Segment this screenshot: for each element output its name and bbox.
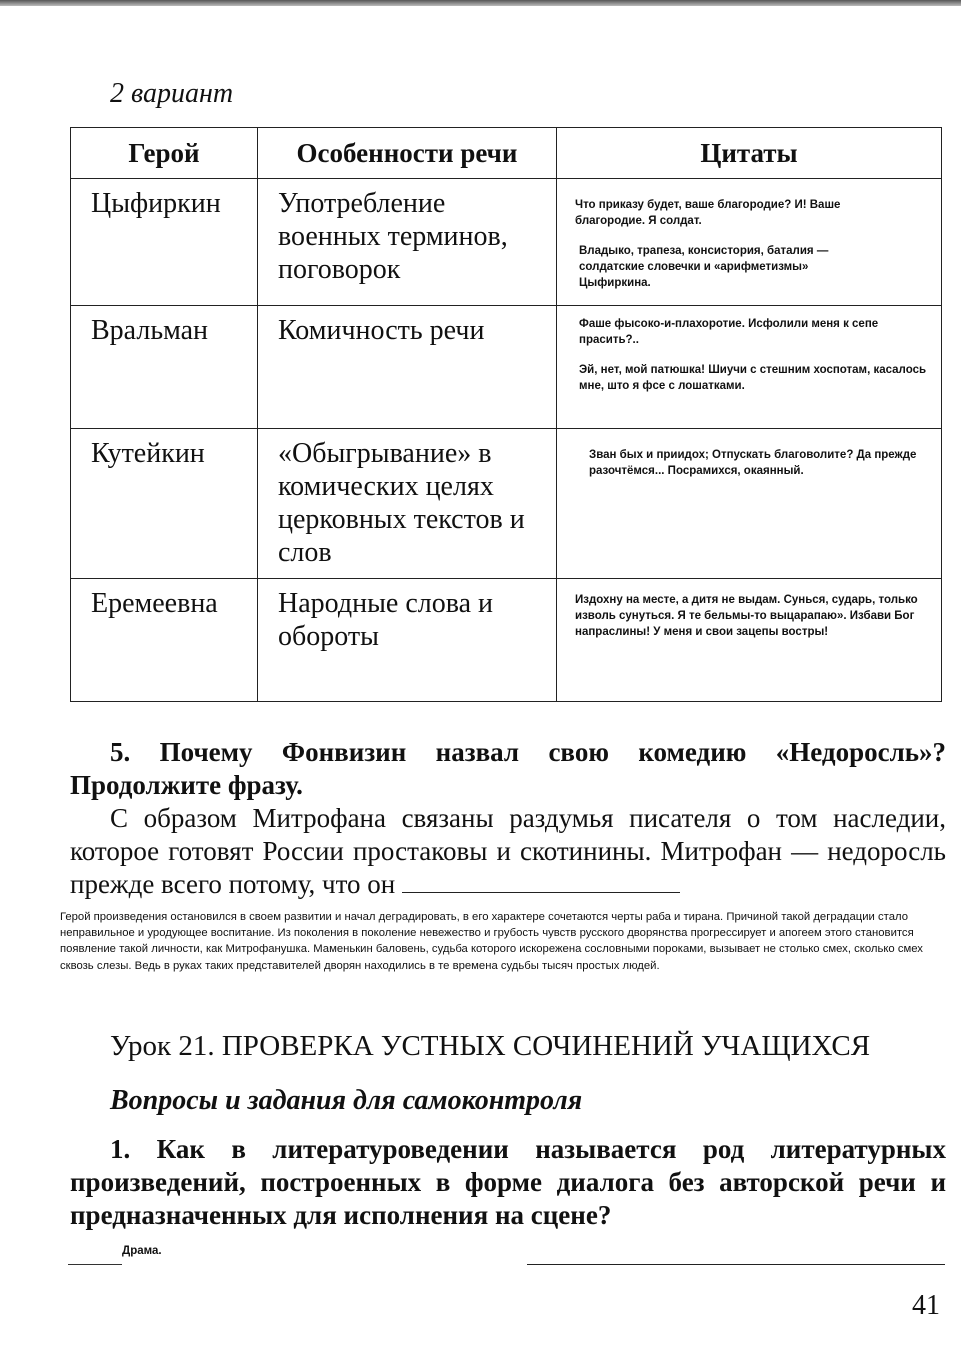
quote: Эй, нет, мой патюшка! Шиучи с стешним хоспотам, касалось мне, што я фсе с лошатками.	[579, 364, 927, 392]
answer-line	[68, 1264, 122, 1265]
header-hero: Герой	[71, 128, 258, 179]
quotes-cell	[557, 306, 942, 429]
scan-edge	[0, 0, 961, 6]
section-subtitle: Вопросы и задания для самоконтроля	[110, 1085, 583, 1116]
table-header-row	[71, 128, 942, 179]
feature-cell: Употребление военных терминов, поговорок	[258, 179, 557, 306]
quote: Издохну на месте, а дитя не выдам. Сунься, сударь, только изволь сунуться. Я те бельмы-то выцарапаю». Избави Бог напраслины! У меня и свои зацепы востры!	[575, 594, 918, 638]
table-row	[71, 306, 942, 429]
question-1: 1. Как в литературоведении называется род литературных произведений, построенных в форме диалога без авторской речи и предназначенных для исполнения на сцене?	[70, 1134, 946, 1230]
quotes-cell	[557, 579, 942, 702]
quotes-cell	[557, 429, 942, 579]
header-feature: Особенности речи	[258, 128, 557, 179]
page-number: 41	[912, 1290, 940, 1321]
hero-cell: Цыфиркин	[71, 179, 258, 306]
answer-line	[527, 1264, 945, 1265]
lesson-title: Урок 21. ПРОВЕРКА УСТНЫХ СОЧИНЕНИЙ УЧАЩИХСЯ	[110, 1030, 871, 1062]
quotes-cell	[557, 179, 942, 306]
variant-heading: 2 вариант	[110, 78, 234, 109]
answer-5-printed: С образом Митрофана связаны раздумья писателя о том наследии, которое готовят России простаковы и скотинины. Митрофан — недоросль прежде всего потому, что он	[70, 803, 946, 899]
hero-cell: Вральман	[71, 306, 258, 429]
header-quotes: Цитаты	[557, 128, 942, 179]
quote: Владыко, трапеза, консистория, баталия — солдатские словечки и «арифметизмы» Цыфиркина.	[579, 245, 829, 289]
feature-cell: «Обыгрывание» в комических целях церковных текстов и слов	[258, 429, 557, 579]
hero-cell: Еремеевна	[71, 579, 258, 702]
question-5: 5. Почему Фонвизин назвал свою комедию «Недоросль»? Продолжите фразу.	[70, 737, 946, 800]
quote: Зван бых и приидох; Отпускать благоволите? Да прежде разочтёмся... Посрамихся, окаянный.	[589, 449, 917, 477]
quote: Фаше фысоко-и-плахоротие. Исфолили меня к сепе прасить?..	[579, 318, 879, 346]
hero-cell: Кутейкин	[71, 429, 258, 579]
speech-table	[70, 127, 942, 702]
feature-cell: Народные слова и обороты	[258, 579, 557, 702]
answer-5-filled: Герой произведения остановился в своем развитии и начал деградировать, в его характере сочетаются черты раба и тирана. Причиной такой деградации стало неправильное и уродующее воспитание. Из поколения в поколение невежество и грубость чувств русского дворянства прогрессирует и апогеем этого становится появление такой личности, как Митрофанушка. Маменькин баловень, судьба которого искорежена сословными пороками, вызывает не столько смех, сколько смех сквозь слезы. Ведь в руках таких представителей дворян находились в те времена судьбы тысяч простых людей.	[60, 911, 923, 972]
table-row	[71, 429, 942, 579]
table-row	[71, 179, 942, 306]
feature-cell: Комичность речи	[258, 306, 557, 429]
answer-1: Драма.	[122, 1245, 162, 1257]
answer-blank	[402, 872, 680, 893]
quote: Что приказу будет, ваше благородие? И! Ваше благородие. Я солдат.	[575, 199, 841, 227]
table-row	[71, 579, 942, 702]
